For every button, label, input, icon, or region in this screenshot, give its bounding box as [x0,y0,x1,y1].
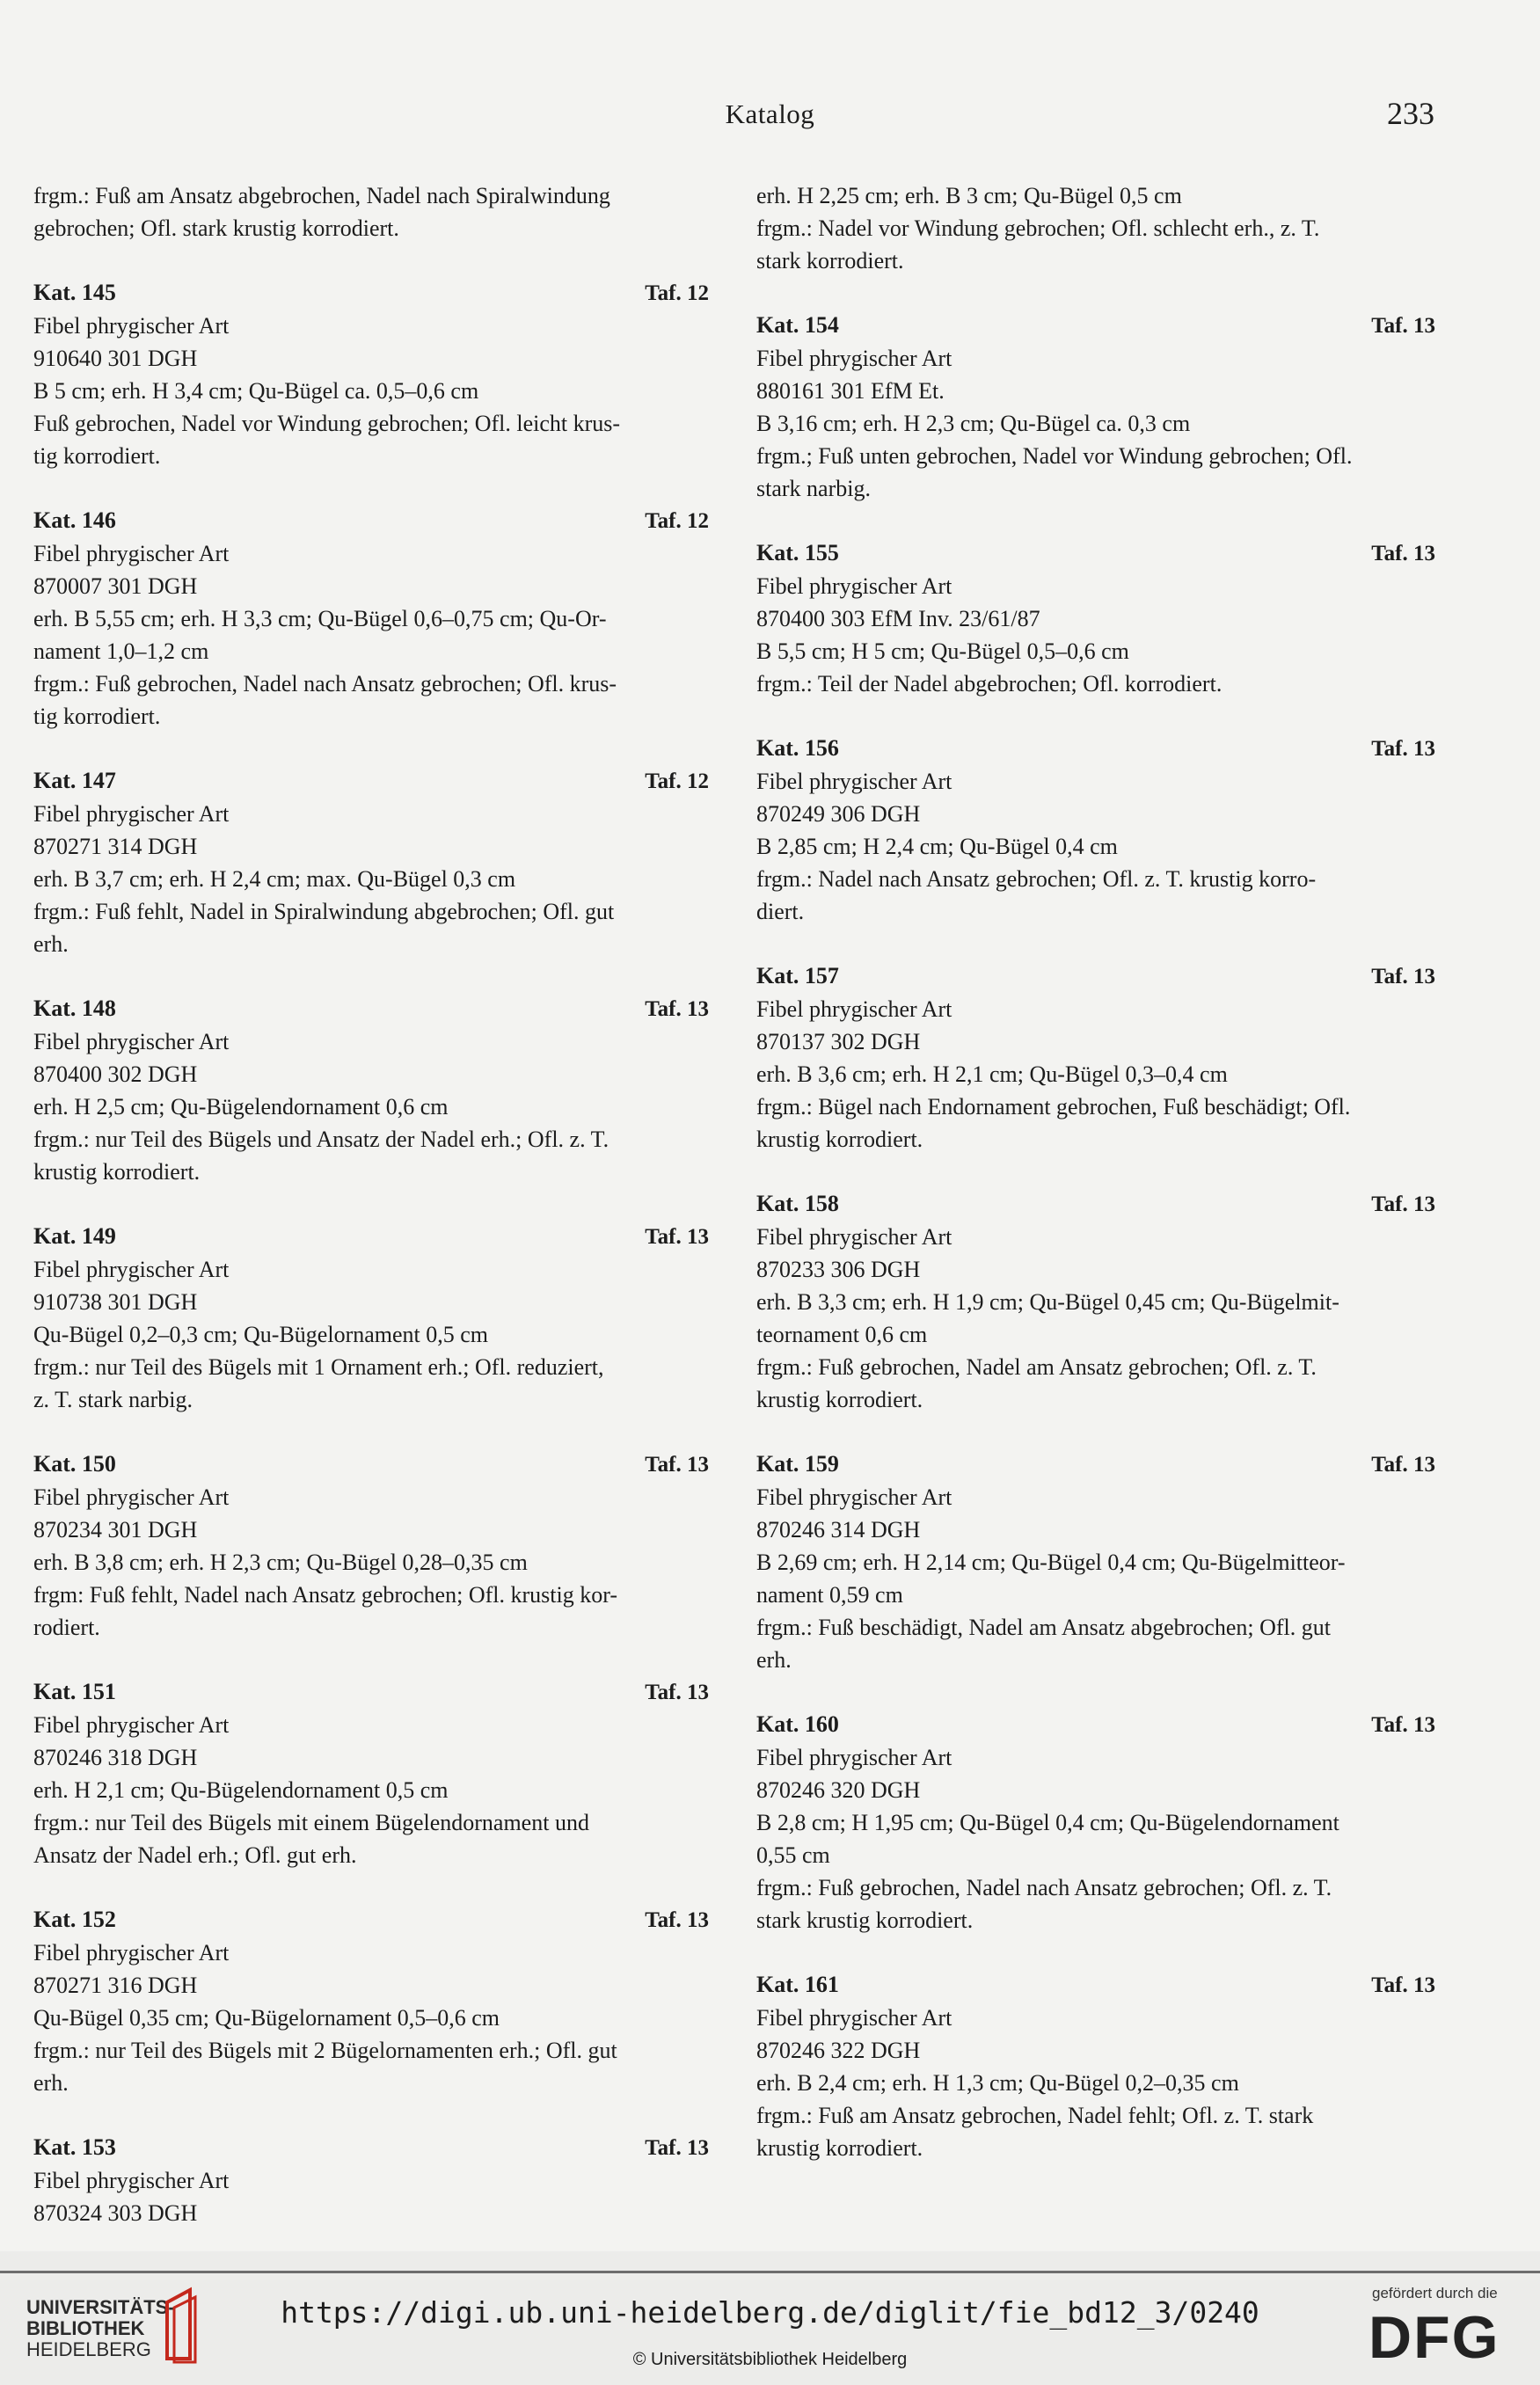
entry-line: krustig korrodiert. [756,2135,923,2161]
catalog-number: Kat. 147 [33,768,116,793]
entry-line: Fibel phrygischer Art [756,769,952,794]
plate-reference: Taf. 13 [1371,542,1435,565]
entry-line: Fibel phrygischer Art [33,1484,230,1510]
entry-line: erh. B 2,4 cm; erh. H 1,3 cm; Qu-Bügel 0,2–0,35 cm [756,2070,1239,2096]
text-line: frgm.: Nadel vor Windung gebrochen; Ofl. schlecht erh., z. T. [756,215,1320,241]
entry-line: B 2,69 cm; erh. H 2,14 cm; Qu-Bügel 0,4 cm; Qu-Bügelmitteor- [756,1550,1346,1575]
permalink-url[interactable]: https://digi.ub.uni-heidelberg.de/diglit/fie_bd12_3/0240 [281,2295,1259,2330]
catalog-entry [756,959,1435,1156]
entry-line: krustig korrodiert. [756,1387,923,1412]
plate-reference: Taf. 13 [645,1681,709,1704]
entry-line: frgm.: Nadel nach Ansatz gebrochen; Ofl. z. T. krustig korro- [756,866,1317,892]
entry-line: frgm: Fuß fehlt, Nadel nach Ansatz gebrochen; Ofl. krustig kor- [33,1582,618,1608]
plate-reference: Taf. 13 [645,2136,709,2160]
entry-line: teornament 0,6 cm [756,1322,928,1347]
entry-line: 880161 301 EfM Et. [756,378,945,404]
entry-heading [756,1968,1435,2002]
entry-line: tig korrodiert. [33,704,161,729]
entry-line: 870246 322 DGH [756,2038,921,2063]
running-header: Katalog [725,98,815,129]
entry-line: frgm.: nur Teil des Bügels und Ansatz der Nadel erh.; Ofl. z. T. [33,1127,609,1152]
entry-line: 870007 301 DGH [33,573,198,599]
plate-reference: Taf. 13 [1371,965,1435,988]
entry-heading [33,1675,709,1709]
entry-line: Fibel phrygischer Art [33,313,230,339]
entry-line: 910640 301 DGH [33,346,198,371]
plate-reference: Taf. 13 [1371,1713,1435,1737]
entry-heading [33,1903,709,1936]
entry-line: frgm.: Fuß am Ansatz gebrochen, Nadel fehlt; Ofl. z. T. stark [756,2103,1314,2128]
catalog-entry [33,276,709,472]
entry-line: 870246 314 DGH [756,1517,921,1543]
entry-line: krustig korrodiert. [756,1127,923,1152]
catalog-entry [33,764,709,960]
catalog-number: Kat. 148 [33,996,116,1021]
entry-line: diert. [756,899,805,924]
entry-line: 0,55 cm [756,1842,830,1868]
catalog-entry [756,536,1435,700]
entry-line: Fibel phrygischer Art [33,1940,230,1966]
entry-line: rodiert. [33,1615,100,1640]
entry-line: tig korrodiert. [33,443,161,469]
entry-line: 870400 302 DGH [33,1061,198,1087]
plate-reference: Taf. 13 [1371,314,1435,338]
catalog-number: Kat. 156 [756,735,839,761]
catalog-number: Kat. 161 [756,1972,839,1997]
catalog-number: Kat. 151 [33,1679,116,1704]
catalog-entry [33,992,709,1188]
catalog-entry [756,309,1435,505]
catalog-number: Kat. 155 [756,540,839,565]
left-intro [33,179,709,244]
logo-line: UNIVERSITÄTS- [26,2296,175,2318]
entry-heading [33,2131,709,2164]
catalog-entry [756,1448,1435,1676]
catalog-entry [33,1448,709,1644]
entry-line: nament 1,0–1,2 cm [33,638,209,664]
entry-heading [33,992,709,1025]
entry-line: z. T. stark narbig. [33,1387,193,1412]
entry-line: erh. H 2,5 cm; Qu-Bügelendornament 0,6 cm [33,1094,449,1120]
catalog-entry [756,732,1435,928]
catalog-entry [33,2131,709,2229]
entry-line: 870246 320 DGH [756,1777,921,1803]
catalog-number: Kat. 153 [33,2134,116,2160]
right-entries [756,309,1435,2164]
entry-heading [33,764,709,798]
plate-reference: Taf. 12 [645,769,709,793]
catalog-number: Kat. 152 [33,1907,116,1932]
catalog-number: Kat. 158 [756,1191,839,1216]
plate-reference: Taf. 12 [645,281,709,305]
entry-line: Ansatz der Nadel erh.; Ofl. gut erh. [33,1842,357,1868]
entry-line: frgm.: Fuß gebrochen, Nadel am Ansatz gebrochen; Ofl. z. T. [756,1354,1317,1380]
entry-heading [756,732,1435,765]
entry-line: 870271 314 DGH [33,834,198,859]
entry-line: B 3,16 cm; erh. H 2,3 cm; Qu-Bügel ca. 0,3 cm [756,411,1191,436]
entry-line: stark narbig. [756,476,871,501]
entry-line: erh. [33,2070,69,2096]
entry-line: frgm.: Fuß beschädigt, Nadel am Ansatz abgebrochen; Ofl. gut [756,1615,1331,1640]
entry-line: B 2,85 cm; H 2,4 cm; Qu-Bügel 0,4 cm [756,834,1118,859]
text-line: gebrochen; Ofl. stark krustig korrodiert. [33,215,399,241]
entry-line: frgm.; Fuß unten gebrochen, Nadel vor Windung gebrochen; Ofl. [756,443,1353,469]
text-line: frgm.: Fuß am Ansatz abgebrochen, Nadel nach Spiralwindung [33,183,610,208]
plate-reference: Taf. 13 [645,1225,709,1249]
entry-line: B 5,5 cm; H 5 cm; Qu-Bügel 0,5–0,6 cm [756,638,1129,664]
entry-line: Fibel phrygischer Art [33,801,230,827]
plate-reference: Taf. 13 [645,997,709,1021]
entry-heading [33,276,709,310]
entry-heading [756,1448,1435,1481]
plate-reference: Taf. 13 [1371,1192,1435,1216]
entry-line: frgm.: Fuß gebrochen, Nadel nach Ansatz gebrochen; Ofl. krus- [33,671,617,697]
footer-divider [0,2271,1540,2273]
entry-line: 870233 306 DGH [756,1257,921,1282]
catalog-entry [33,504,709,733]
entry-line: B 2,8 cm; H 1,95 cm; Qu-Bügel 0,4 cm; Qu-Bügelendornament [756,1810,1339,1835]
entry-line: Fibel phrygischer Art [756,1745,952,1770]
plate-reference: Taf. 12 [645,509,709,533]
entry-line: frgm.: nur Teil des Bügels mit 1 Ornament erh.; Ofl. reduziert, [33,1354,604,1380]
entry-line: Fibel phrygischer Art [756,996,952,1022]
right-column [756,179,1435,2164]
entry-heading [33,1220,709,1253]
dfg-caption: gefördert durch die [1372,2285,1498,2301]
catalog-entry [756,1708,1435,1936]
catalog-number: Kat. 154 [756,312,839,338]
copyright-notice: © Universitätsbibliothek Heidelberg [632,2350,908,2369]
catalog-number: Kat. 149 [33,1223,116,1249]
entry-line: 870234 301 DGH [33,1517,198,1543]
entry-line: nament 0,59 cm [756,1582,903,1608]
right-intro [756,179,1435,277]
entry-line: Qu-Bügel 0,35 cm; Qu-Bügelornament 0,5–0,6 cm [33,2005,500,2031]
entry-line: 870137 302 DGH [756,1029,921,1054]
entry-line: erh. B 3,6 cm; erh. H 2,1 cm; Qu-Bügel 0,3–0,4 cm [756,1061,1228,1087]
entry-line: frgm.: Bügel nach Endornament gebrochen, Fuß beschädigt; Ofl. [756,1094,1351,1120]
entry-line: Fibel phrygischer Art [756,346,952,371]
entry-line: frgm.: Fuß fehlt, Nadel in Spiralwindung abgebrochen; Ofl. gut [33,899,615,924]
catalog-entry [33,1903,709,2099]
entry-line: frgm.: Teil der Nadel abgebrochen; Ofl. korrodiert. [756,671,1223,697]
entry-line: Qu-Bügel 0,2–0,3 cm; Qu-Bügelornament 0,5 cm [33,1322,489,1347]
entry-line: frgm.: nur Teil des Bügels mit einem Bügelendornament und [33,1810,589,1835]
entry-line: erh. [33,931,69,957]
entry-line: Fibel phrygischer Art [756,2005,952,2031]
left-entries [33,276,709,2229]
entry-heading [756,1187,1435,1221]
catalog-number: Kat. 146 [33,507,116,533]
dfg-logo[interactable]: DFG [1368,2304,1500,2371]
plate-reference: Taf. 13 [645,1453,709,1477]
catalog-number: Kat. 160 [756,1711,839,1737]
text-line: erh. H 2,25 cm; erh. B 3 cm; Qu-Bügel 0,5 cm [756,183,1182,208]
entry-line: krustig korrodiert. [33,1159,201,1185]
entry-line: stark krustig korrodiert. [756,1907,974,1933]
entry-heading [33,1448,709,1481]
catalog-number: Kat. 157 [756,963,839,988]
plate-reference: Taf. 13 [1371,1973,1435,1997]
entry-line: frgm.: Fuß gebrochen, Nadel nach Ansatz gebrochen; Ofl. z. T. [756,1875,1332,1900]
entry-line: frgm.: nur Teil des Bügels mit 2 Bügelornamenten erh.; Ofl. gut [33,2038,617,2063]
entry-line: 870324 303 DGH [33,2200,198,2226]
page-number: 233 [1387,96,1434,131]
left-column [33,179,709,2229]
entry-heading [756,959,1435,993]
entry-line: Fibel phrygischer Art [33,1029,230,1054]
entry-line: 910738 301 DGH [33,1289,198,1315]
entry-line: Fibel phrygischer Art [33,1712,230,1738]
logo-line: HEIDELBERG [26,2338,151,2360]
entry-line: 870271 316 DGH [33,1973,198,1998]
plate-reference: Taf. 13 [645,1908,709,1932]
entry-line: Fibel phrygischer Art [33,1257,230,1282]
entry-line: 870400 303 EfM Inv. 23/61/87 [756,606,1040,631]
catalog-entry [756,1187,1435,1416]
entry-heading [756,1708,1435,1741]
catalog-number: Kat. 159 [756,1451,839,1477]
entry-heading [756,536,1435,570]
text-line: stark korrodiert. [756,248,904,274]
catalog-number: Kat. 150 [33,1451,116,1477]
entry-line: Fibel phrygischer Art [756,573,952,599]
entry-line: erh. B 5,55 cm; erh. H 3,3 cm; Qu-Bügel 0,6–0,75 cm; Qu-Or- [33,606,607,631]
entry-line: 870249 306 DGH [756,801,921,827]
entry-heading [756,309,1435,342]
plate-reference: Taf. 13 [1371,1453,1435,1477]
entry-line: erh. H 2,1 cm; Qu-Bügelendornament 0,5 cm [33,1777,449,1803]
entry-line: Fuß gebrochen, Nadel vor Windung gebrochen; Ofl. leicht krus- [33,411,621,436]
entry-line: Fibel phrygischer Art [33,2168,230,2193]
entry-line: Fibel phrygischer Art [756,1484,952,1510]
entry-line: erh. B 3,8 cm; erh. H 2,3 cm; Qu-Bügel 0,28–0,35 cm [33,1550,528,1575]
entry-line: erh. [756,1647,792,1673]
catalog-entry [756,1968,1435,2164]
entry-line: 870246 318 DGH [33,1745,198,1770]
catalog-entry [33,1220,709,1416]
catalog-entry [33,1675,709,1871]
plate-reference: Taf. 13 [1371,737,1435,761]
entry-line: Fibel phrygischer Art [33,541,230,566]
entry-heading [33,504,709,537]
logo-line: BIBLIOTHEK [26,2317,145,2339]
entry-line: erh. B 3,7 cm; erh. H 2,4 cm; max. Qu-Bügel 0,3 cm [33,866,516,892]
entry-line: Fibel phrygischer Art [756,1224,952,1250]
entry-line: B 5 cm; erh. H 3,4 cm; Qu-Bügel ca. 0,5–0,6 cm [33,378,479,404]
catalog-number: Kat. 145 [33,280,116,305]
entry-line: erh. B 3,3 cm; erh. H 1,9 cm; Qu-Bügel 0,45 cm; Qu-Bügelmit- [756,1289,1339,1315]
